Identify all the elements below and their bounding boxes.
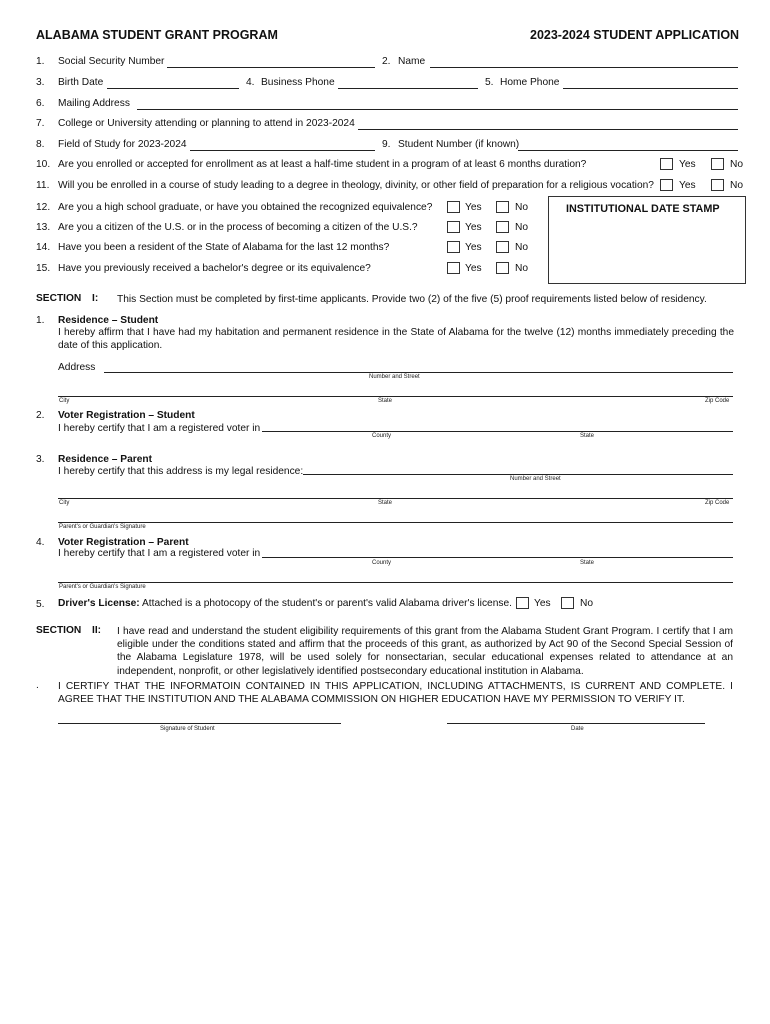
q1-number: 1. [36,56,45,67]
certify-text: I CERTIFY THAT THE INFORMATOIN CONTAINED IN THIS APPLICATION, INCLUDING ATTACHMENTS, IS CURRENT AND COMPLETE. I AGREE THAT THE INSTITUTION AND THE ALABAMA COMMISSION ON HIGHER EDUCATION HAVE MY PERMISSION TO VERIFY IT. [58,681,733,706]
q12-yes-label: Yes [465,202,482,213]
item-3-text: I hereby certify that this address is my legal residence: [58,466,304,477]
section-2-text: I have read and understand the student eligibility requirements of this grant from the Alabama Student Grant Program. I certify that I am eligible under the conditions stated and affirm that the proceeds of this grant, as authorized by Act 90 of the Second Special Session of the Alabama Legislature 1978, will be used solely for nonsectarian, secular educational expenses related to attendance at an independent, nonprofit, or other legislatively identified postsecondary educational institution in Alabama. [117,626,733,677]
name-field[interactable] [430,67,738,68]
county-caption: County [372,560,392,566]
q9-label: Student Number (if known) [398,139,520,150]
college-field[interactable] [358,129,738,130]
q15-label: Have you previously received a bachelor's degree or its equivalence? [58,263,371,274]
state-caption: State [378,398,393,404]
section-2-label: SECTION [36,625,82,636]
q12-no-checkbox[interactable] [496,201,509,213]
number-street-caption: Number and Street [510,476,561,482]
q14-label: Have you been a resident of the State of Alabama for the last 12 months? [58,242,390,253]
q14-no-label: No [515,242,529,253]
parent-voter-county-state-field[interactable] [262,557,733,558]
q13-yes-checkbox[interactable] [447,221,460,233]
q12-yes-checkbox[interactable] [447,201,460,213]
student-voter-county-state-field[interactable] [262,431,733,432]
q11-number: 11. [36,180,50,191]
q15-number: 15. [36,263,51,274]
city-caption: City [59,398,70,404]
business-phone-field[interactable] [338,88,478,89]
state-caption: State [378,500,393,506]
student-address-field[interactable] [104,372,733,373]
q3-label: Birth Date [58,77,104,88]
section-1-label: SECTION [36,293,82,304]
item-1-text: I hereby affirm that I have had my habitation and permanent residence in the State of Alabama for the twelve (12) months immediately preceding the date of this application. [58,327,734,352]
state-caption: State [580,433,595,439]
q11-no-checkbox[interactable] [711,179,724,191]
q12-label: Are you a high school graduate, or have you obtained the recognized equivalence? [58,202,433,213]
item-3-title: Residence – Parent [58,454,152,465]
q6-label: Mailing Address [58,98,130,109]
section-1-intro: This Section must be completed by first-time applicants. Provide two (2) of the five (5) proof requirements listed below of residency. [117,294,707,305]
item-1-title: Residence – Student [58,315,159,326]
q4-number: 4. [246,77,255,88]
q14-no-checkbox[interactable] [496,241,509,253]
q10-yes-label: Yes [679,159,696,170]
q2-number: 2. [382,56,391,67]
item-5-text: Attached is a photocopy of the student's or parent's valid Alabama driver's license. [142,598,512,609]
drivers-license-yes-label: Yes [534,598,551,609]
certify-bullet: . [36,680,39,691]
q7-label: College or University attending or planning to attend in 2023-2024 [58,118,355,129]
q11-label: Will you be enrolled in a course of study leading to a degree in theology, divinity, or other field of preparation for a religious vocation? [58,180,654,191]
q5-number: 5. [485,77,494,88]
q10-no-checkbox[interactable] [711,158,724,170]
q15-yes-checkbox[interactable] [447,262,460,274]
section-2-roman: II: [92,625,102,636]
student-number-field[interactable] [518,150,738,151]
parent-signature-caption: Parent's or Guardian's Signature [59,524,146,530]
student-signature-caption: Signature of Student [160,726,215,732]
drivers-license-no-checkbox[interactable] [561,597,574,609]
q15-yes-label: Yes [465,263,482,274]
q1-label: Social Security Number [58,56,165,67]
q8-label: Field of Study for 2023-2024 [58,139,187,150]
item-4-title: Voter Registration – Parent [58,537,189,548]
q13-yes-label: Yes [465,222,482,233]
county-caption: County [372,433,392,439]
parent-signature-field[interactable] [58,522,733,523]
q13-no-label: No [515,222,529,233]
item-2-title: Voter Registration – Student [58,410,195,421]
state-caption: State [580,560,595,566]
q13-label: Are you a citizen of the U.S. or in the process of becoming a citizen of the U.S.? [58,222,418,233]
q15-no-label: No [515,263,529,274]
zip-caption: Zip Code [705,398,730,404]
parent-address-field[interactable] [303,474,733,475]
q15-no-checkbox[interactable] [496,262,509,274]
q13-number: 13. [36,222,51,233]
q13-no-checkbox[interactable] [496,221,509,233]
item-2-text: I hereby certify that I am a registered voter in [58,423,261,434]
q5-label: Home Phone [500,77,560,88]
item-2-number: 2. [36,410,45,421]
student-signature-field[interactable] [58,723,341,724]
item-3-number: 3. [36,454,45,465]
q14-yes-checkbox[interactable] [447,241,460,253]
q9-number: 9. [382,139,391,150]
q12-no-label: No [515,202,529,213]
q4-label: Business Phone [261,77,335,88]
item-4-text: I hereby certify that I am a registered voter in [58,548,261,559]
q12-number: 12. [36,202,51,213]
drivers-license-no-label: No [580,598,594,609]
q11-no-label: No [730,180,744,191]
q10-number: 10. [36,159,51,170]
mailing-address-field[interactable] [137,109,738,110]
q14-number: 14. [36,242,51,253]
q7-number: 7. [36,118,45,129]
item-1-number: 1. [36,315,45,326]
institutional-date-stamp-box [548,196,746,284]
q10-no-label: No [730,159,744,170]
city-caption: City [59,500,70,506]
form-application-title: 2023-2024 STUDENT APPLICATION [530,28,740,42]
date-field[interactable] [447,723,705,724]
drivers-license-yes-checkbox[interactable] [516,597,529,609]
parent-signature-field-2[interactable] [58,582,733,583]
zip-caption: Zip Code [705,500,730,506]
q10-yes-checkbox[interactable] [660,158,673,170]
parent-signature-caption: Parent's or Guardian's Signature [59,584,146,590]
student-city-state-zip-field[interactable] [58,396,733,397]
q2-label: Name [398,56,426,67]
birth-date-field[interactable] [107,88,239,89]
item-5-title: Driver's License: [58,598,140,609]
q6-number: 6. [36,98,45,109]
section-1-roman: I: [92,293,99,304]
q14-yes-label: Yes [465,242,482,253]
address-label: Address [58,362,96,373]
field-of-study-field[interactable] [190,150,375,151]
home-phone-field[interactable] [563,88,738,89]
date-caption: Date [571,726,584,732]
number-street-caption: Number and Street [369,374,420,380]
item-5-number: 5. [36,599,45,610]
ssn-field[interactable] [167,67,375,68]
q8-number: 8. [36,139,45,150]
parent-city-state-zip-field[interactable] [58,498,733,499]
q10-label: Are you enrolled or accepted for enrollment as at least a half-time student in a program of at least 6 months duration? [58,159,587,170]
item-4-number: 4. [36,537,45,548]
form-program-title: ALABAMA STUDENT GRANT PROGRAM [36,28,278,42]
q11-yes-label: Yes [679,180,696,191]
q3-number: 3. [36,77,45,88]
stamp-label: INSTITUTIONAL DATE STAMP [566,203,720,215]
q11-yes-checkbox[interactable] [660,179,673,191]
